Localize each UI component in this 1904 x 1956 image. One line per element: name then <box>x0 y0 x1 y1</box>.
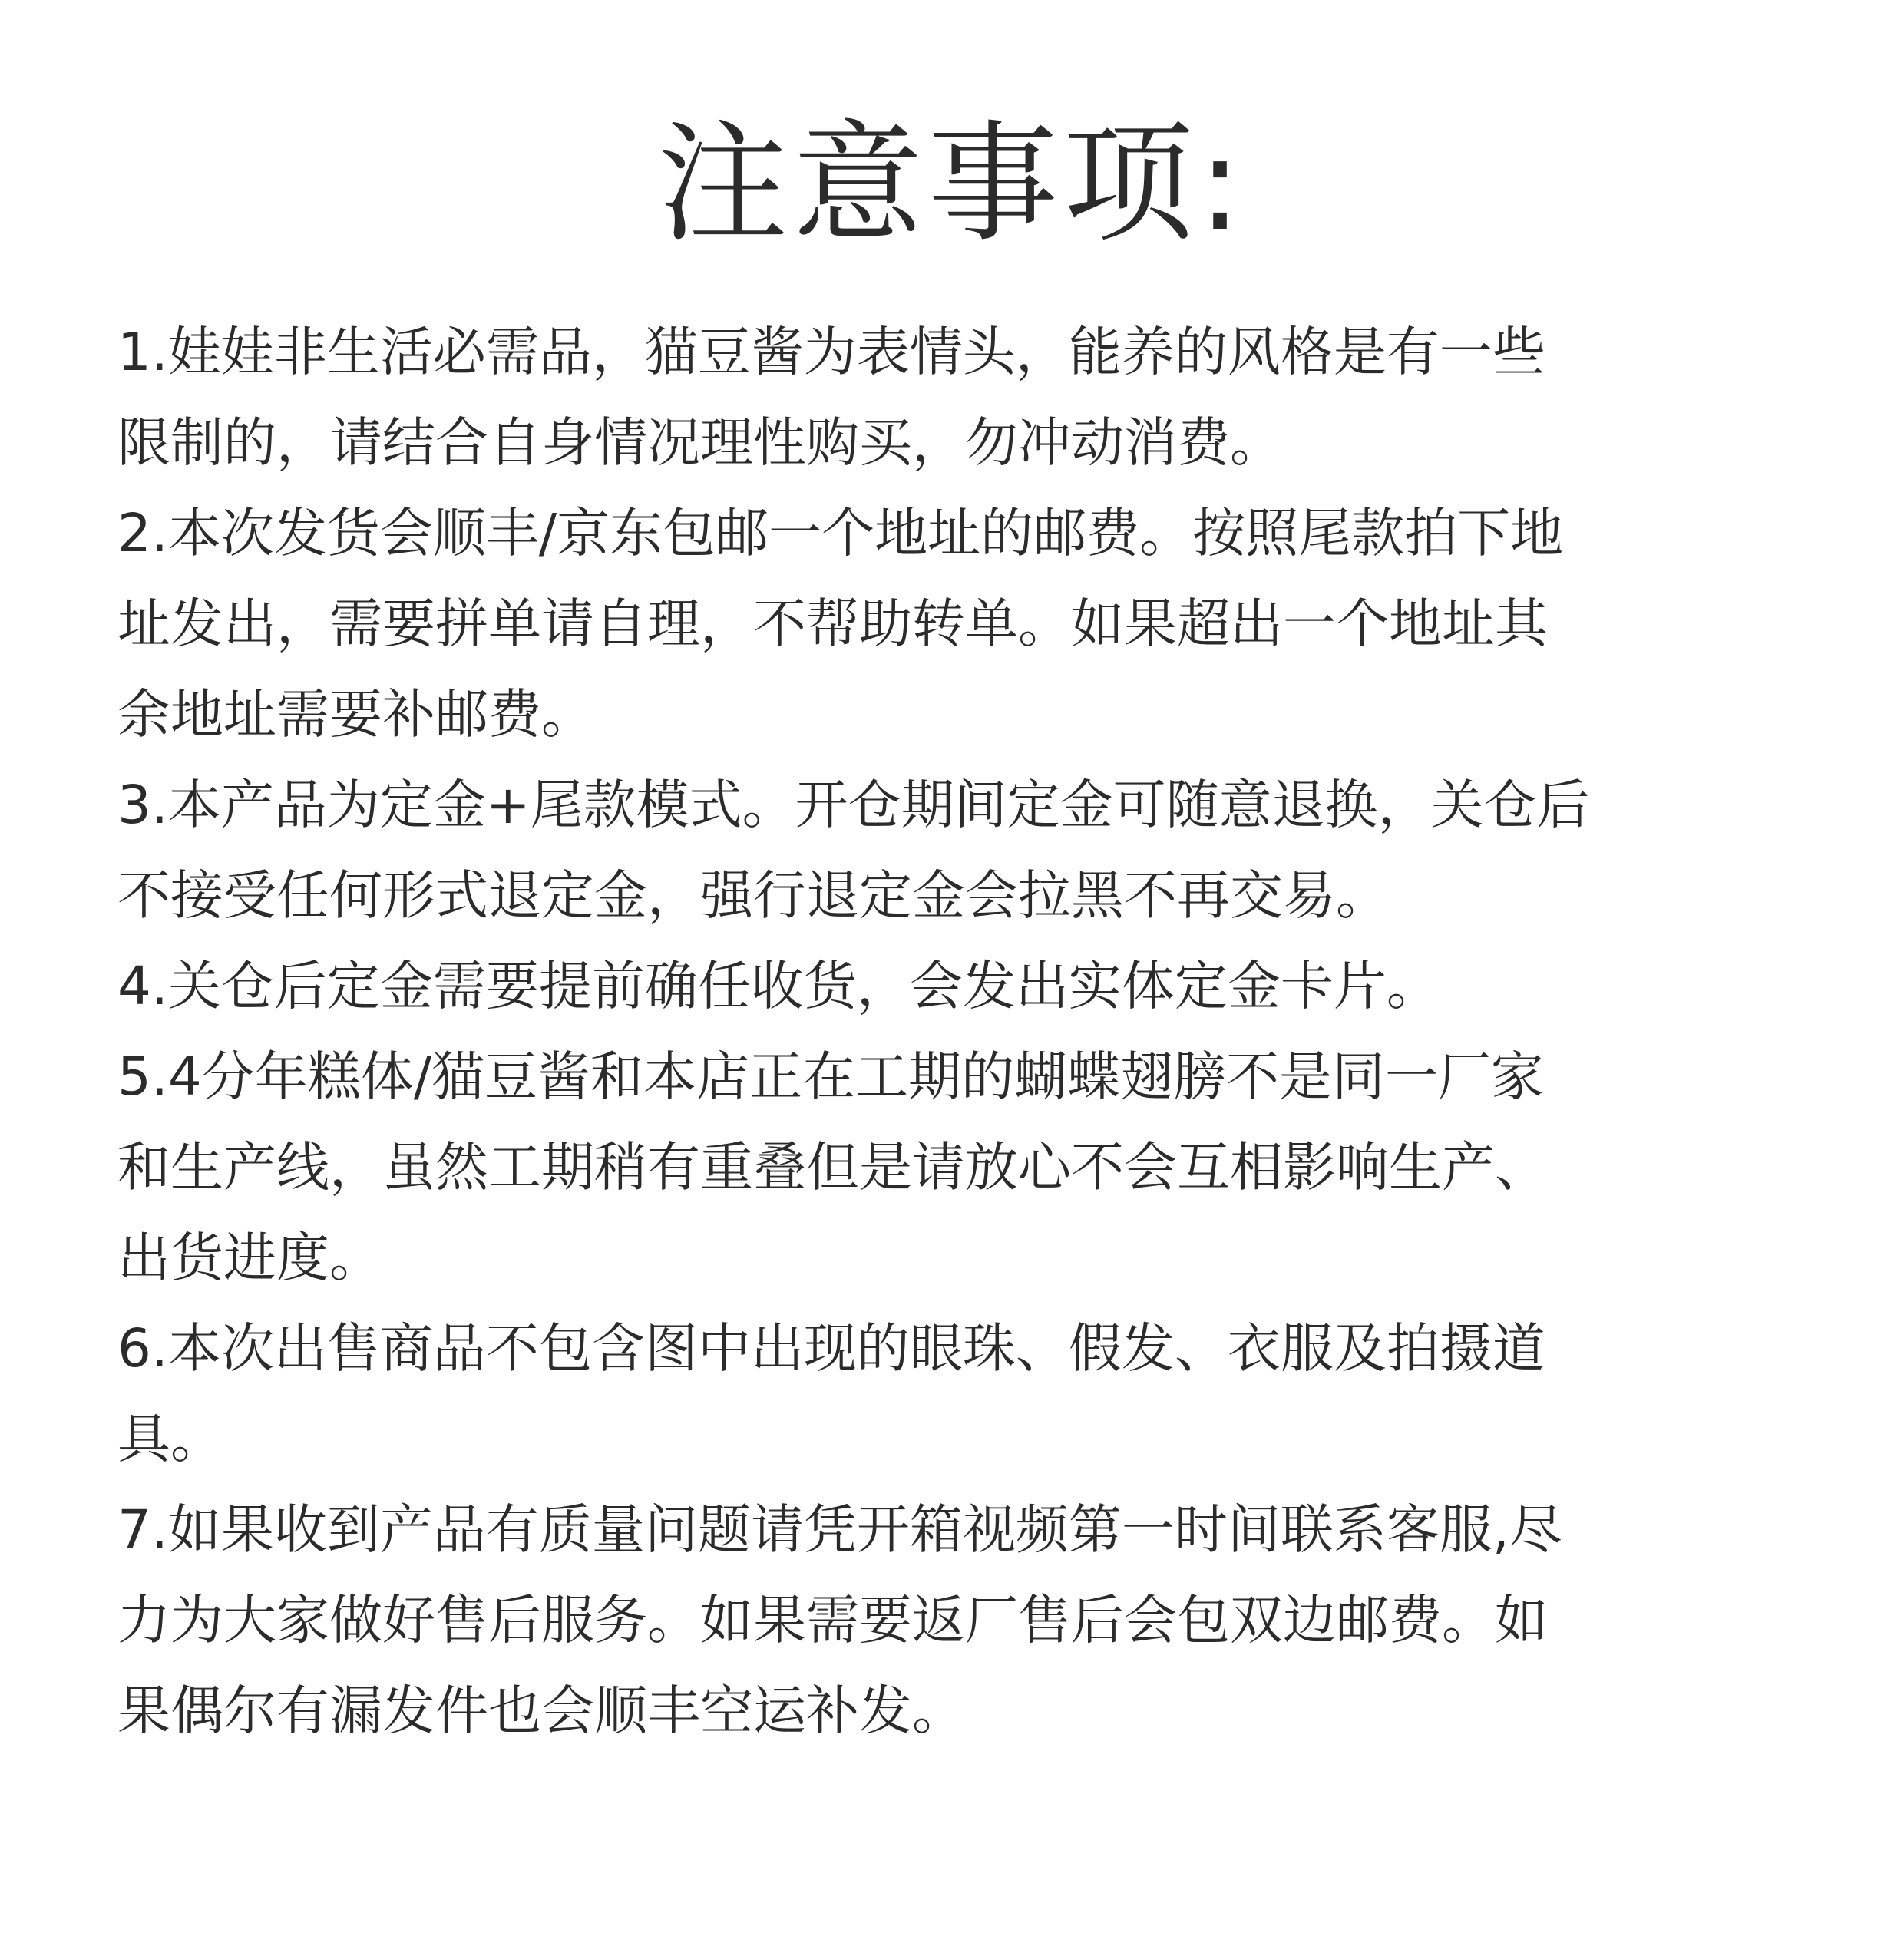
notice-line: 6.本次出售商品不包含图中出现的眼珠、假发、衣服及拍摄道 <box>117 1318 1545 1379</box>
notice-line: 力为大家做好售后服务。如果需要返厂售后会包双边邮费。如 <box>117 1590 1548 1651</box>
notice-line: 果偶尔有漏发件也会顺丰空运补发。 <box>117 1680 965 1742</box>
notice-line: 2.本次发货会顺丰/京东包邮一个地址的邮费。按照尾款拍下地 <box>117 503 1564 564</box>
notice-line: 和生产线，虽然工期稍有重叠但是请放心不会互相影响生产、 <box>117 1137 1548 1198</box>
notice-line: 4.关仓后定金需要提前确任收货，会发出实体定金卡片。 <box>117 956 1440 1017</box>
notice-line: 限制的，请结合自身情况理性购买，勿冲动消费。 <box>117 412 1283 474</box>
notice-line: 出货进度。 <box>117 1227 382 1289</box>
notice-line: 址发出，需要拼单请自理，不帮助转单。如果超出一个地址其 <box>117 593 1548 655</box>
notice-list <box>117 307 1806 1756</box>
notice-line: 7.如果收到产品有质量问题请凭开箱视频第一时间联系客服,尽 <box>117 1499 1562 1561</box>
notice-line: 具。 <box>117 1409 223 1470</box>
notice-line: 不接受任何形式退定金，强行退定金会拉黑不再交易。 <box>117 865 1389 927</box>
notice-line: 3.本产品为定金+尾款模式。开仓期间定金可随意退换，关仓后 <box>117 775 1590 836</box>
notice-line: 5.4分年糕体/猫豆酱和本店正在工期的蝴蝶翅膀不是同一厂家 <box>117 1046 1544 1108</box>
notice-line: 1.娃娃非生活必需品，猫豆酱为表情头，能养的风格是有一些 <box>117 322 1545 383</box>
notice-line: 余地址需要补邮费。 <box>117 684 594 745</box>
page-title: 注意事项: <box>657 108 1247 260</box>
